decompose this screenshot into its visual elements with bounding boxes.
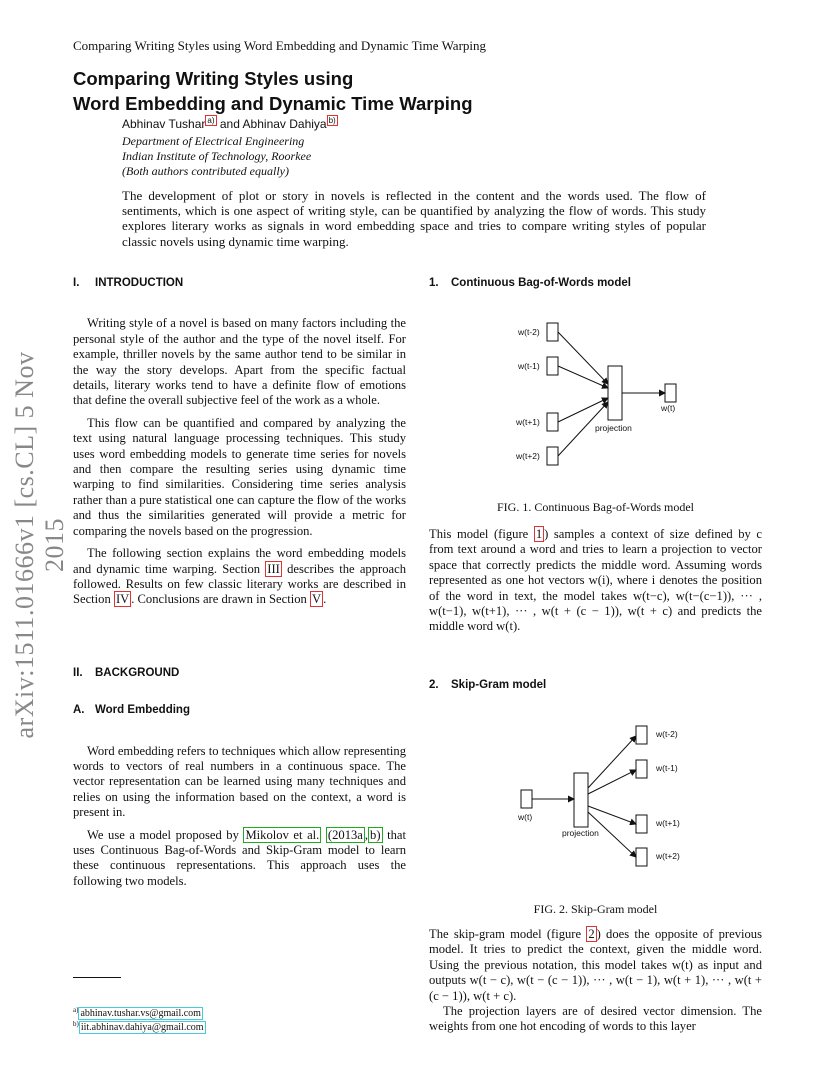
title-line-1: Comparing Writing Styles using (73, 68, 354, 89)
cbow-text (429, 527, 762, 635)
text-span: ) does the opposite of previous model. It tries to predict the context, given the middle word. Using the previous notation, this model takes w(t) as input and outputs w(t − c), w(t − (c − 1)), ··· , w(t − 1), w(t + 1), ··· , w(t + (c − 1)), w(t + c). (429, 927, 762, 1003)
text-span: This model (figure (429, 527, 534, 541)
cbow-input-label: w(t+2) (516, 451, 540, 461)
skipgram-diagram (510, 718, 710, 878)
section-heading (73, 666, 406, 681)
sg-output-label: w(t+1) (656, 818, 680, 828)
text-span: We use a model proposed by (87, 827, 244, 842)
cbow-input-label: w(t-1) (518, 361, 540, 371)
skipgram-text-2: The projection layers are of desired vector dimension. The weights from one hot encoding of words to this layer (429, 1004, 762, 1034)
email-link[interactable]: abhinav.tushar.vs@gmail.com (80, 1008, 201, 1020)
sg-input-label: w(t) (518, 812, 533, 822)
skipgram-text (429, 927, 762, 1004)
subsubsection-number: 1. (429, 277, 439, 289)
sg-output-box (636, 848, 647, 866)
figure-1-caption: FIG. 1. Continuous Bag-of-Words model (496, 500, 695, 514)
cbow-diagram (500, 310, 700, 470)
author-1: Abhinav Tushar (122, 117, 206, 131)
affiliation-line: Indian Institute of Technology, Roorkee (122, 149, 312, 163)
subsubsection-heading (429, 277, 631, 289)
intro-paragraph-1: Writing style of a novel is based on many factors including the personal style of the author and the type of the novel itself. For example, thriller novels by the same author tend to be similar in the way the story develops. Apart from the specific factual details, literary works tend to have a definite flow of emotions that define the overall subjective feel of the work as a whole. (73, 316, 406, 408)
cbow-arrow (558, 366, 608, 388)
section-number: I. (73, 277, 80, 289)
arxiv-stamp: arXiv:1511.01666v1 [cs.CL] 5 Nov 2015 (10, 351, 69, 739)
email-link[interactable]: iit.abhinav.dahiya@gmail.com (80, 1022, 204, 1034)
cbow-output-label: w(t) (661, 403, 676, 413)
footnote-rule (73, 977, 121, 978)
text-span: The skip-gram model (figure (429, 927, 587, 941)
skipgram-paragraph (429, 927, 762, 1035)
sg-output-label: w(t-2) (656, 729, 678, 739)
footnote-mark: b) (73, 1020, 79, 1028)
paper-title (73, 66, 473, 116)
section-link[interactable]: IV (115, 592, 130, 607)
cbow-input-label: w(t-2) (518, 327, 540, 337)
section-link[interactable]: III (267, 561, 280, 576)
cbow-projection-label: projection (595, 423, 632, 433)
text-span: that uses Continuous Bag-of-Words and Skip-Gram model to learn these continuous representations. This approach uses the following two models. (73, 827, 406, 888)
author-2: Abhinav Dahiya (242, 117, 327, 131)
affiliation-line: (Both authors contributed equally) (122, 164, 289, 178)
affiliation (122, 134, 311, 179)
subsubsection-title: Skip-Gram model (451, 679, 547, 691)
cbow-input-box (547, 447, 558, 465)
subsubsection-heading (429, 679, 546, 691)
title-line-2: Word Embedding and Dynamic Time Warping (73, 93, 473, 114)
cbow-output-box (665, 384, 676, 402)
figure-link[interactable]: 2 (588, 927, 595, 941)
cbow-input-box (547, 357, 558, 375)
author-and: and (216, 117, 243, 131)
text-span: . (323, 592, 327, 607)
affiliation-line: Department of Electrical Engineering (122, 134, 305, 148)
sg-output-label: w(t-1) (656, 763, 678, 773)
section-number: II. (73, 666, 83, 679)
subsubsection-title: Continuous Bag-of-Words model (451, 277, 631, 289)
author-1-mark[interactable]: a) (207, 116, 215, 125)
sg-arrow (588, 806, 636, 824)
cbow-input-box (547, 413, 558, 431)
sg-arrow (588, 736, 636, 788)
cbow-input-box (547, 323, 558, 341)
section-title: BACKGROUND (95, 666, 180, 679)
subsection-title: Word Embedding (95, 704, 190, 717)
word-embedding-paragraph-2: We use a model proposed by Mikolov et al. (2013a , b) that uses Continuous Bag-of-Words and Skip-Gram model to learn these continuous representations. This approach uses the following two models. (73, 827, 406, 888)
citation-link[interactable]: b) (370, 827, 381, 842)
running-header: Comparing Writing Styles using Word Embedding and Dynamic Time Warping (73, 38, 487, 53)
cbow-projection-box (608, 366, 622, 420)
text-span: . Conclusions are drawn in Section (131, 592, 310, 607)
sg-projection-label: projection (562, 828, 599, 838)
intro-paragraph-2: This flow can be quantified and compared by analyzing the text using natural language processing techniques. This study uses word embedding models to generate time series for novels and then compare the resulting series using dynamic time warping to find similarities. Considering time series analysis rather than a pure statistical one can capture the flow of the works and thus the similarities generated will provide a metric for comparing the novels based on the progression. (73, 415, 406, 538)
word-embedding-paragraph-1: Word embedding refers to techniques which allow representing words to vectors of real numbers in a continuous space. The vector representation can be learned using many techniques and relies on using the information based on the context, a word is present in. (73, 743, 406, 820)
left-column (73, 276, 406, 889)
citation-link[interactable]: (2013a (327, 827, 363, 842)
sg-output-box (636, 726, 647, 744)
abstract: The development of plot or story in novels is reflected in the content and the words used. The flow of sentiments, which is one aspect of writing style, can be quantified by analyzing the flow of words. This study explores literary works as signals in word embedding space and tries to compare writing styles of popular classic novels using dynamic time warping. (122, 188, 706, 249)
cbow-paragraph (429, 527, 762, 635)
sg-output-box (636, 815, 647, 833)
author-2-mark[interactable]: b) (328, 116, 336, 125)
footnote-mark: a) (73, 1006, 79, 1014)
text-span: ) samples a context of size defined by c from text around a word and tries to learn a projection to vector space that correctly predicts the middle word. Assuming words represented as one hot vectors w(i), where i denotes the position of the word in text, the model takes w(t−c), w(t−(c−1)), ··· , w(t−1), w(t+1), ··· , w(t + (c − 1)), w(t + c) and predicts the middle word w(t). (429, 527, 762, 634)
sg-projection-box (574, 773, 588, 827)
cbow-arrow (558, 332, 608, 384)
section-heading (73, 276, 406, 291)
cbow-input-label: w(t+1) (516, 417, 540, 427)
sg-output-label: w(t+2) (656, 851, 680, 861)
text-span: describes the approach followed. Results on few classic literary works are described in Section (73, 561, 406, 607)
figure-link[interactable]: 1 (535, 527, 543, 541)
figure-2-caption: FIG. 2. Skip-Gram model (533, 902, 658, 916)
section-title: INTRODUCTION (95, 277, 184, 289)
authors (122, 117, 338, 131)
intro-paragraph-3 (73, 546, 406, 608)
sg-output-box (636, 760, 647, 778)
sg-input-box (521, 790, 532, 808)
citation-link[interactable]: Mikolov et al. (245, 827, 320, 842)
text-span: The following section explains the word embedding models and dynamic time warping. Section (73, 546, 406, 576)
subsection-heading (73, 703, 406, 718)
subsection-number: A. (73, 704, 85, 717)
subsubsection-number: 2. (429, 679, 439, 691)
sg-arrow (588, 770, 636, 794)
footnote-b (73, 1018, 206, 1034)
section-link[interactable]: V (311, 592, 322, 607)
